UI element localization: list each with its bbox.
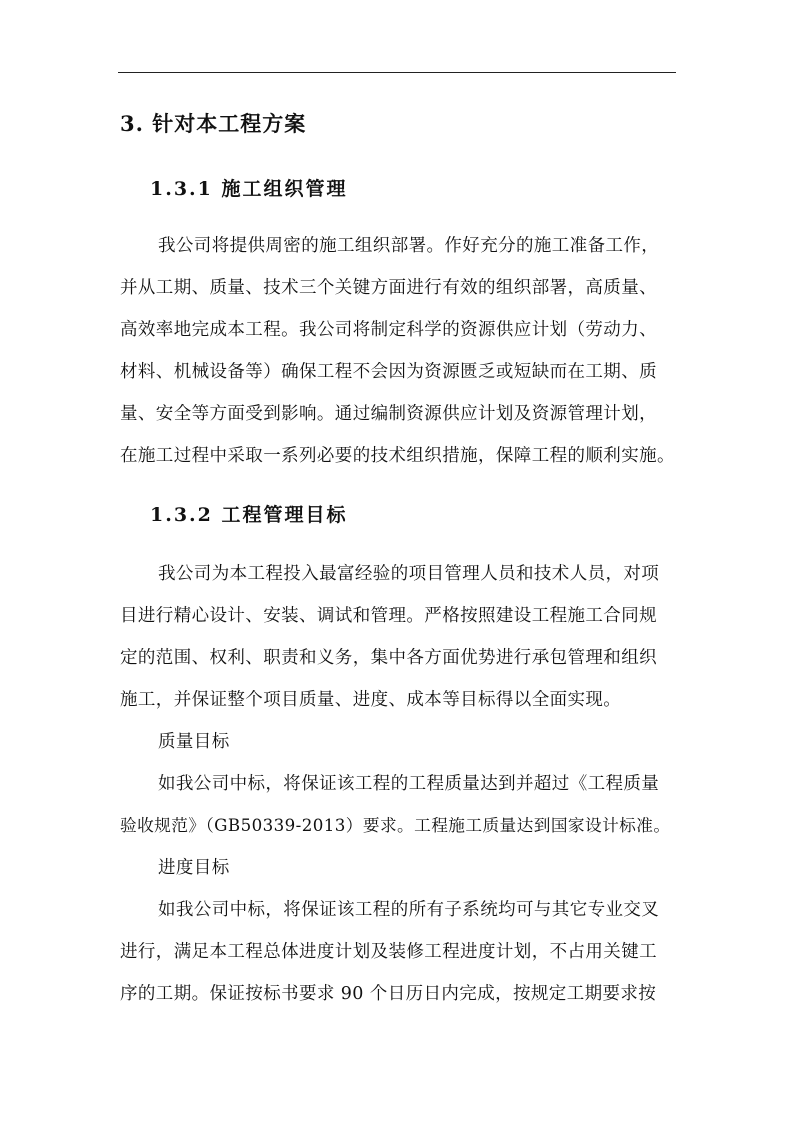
paragraph-line: 材料、机械设备等）确保工程不会因为资源匮乏或短缺而在工期、质 [120,362,657,382]
schedule-target-label: 进度目标 [158,858,230,878]
paragraph-line: 高效率地完成本工程。我公司将制定科学的资源供应计划（劳动力、 [120,320,657,340]
paragraph-line: 序的工期。保证按标书要求 90 个日历日内完成，按规定工期要求按 [120,984,657,1004]
paragraph-line: 进行，满足本工程总体进度计划及装修工程进度计划，不占用关键工 [120,942,657,962]
section-title: 3. 针对本工程方案 [120,111,307,136]
subsection-heading-1-3-2: 1.3.2 工程管理目标 [150,504,348,526]
paragraph-line: 如我公司中标，将保证该工程的工程质量达到并超过《工程质量 [158,774,660,794]
paragraph-line: 施工，并保证整个项目质量、进度、成本等目标得以全面实现。 [120,690,622,710]
paragraph-line: 量、安全等方面受到影响。通过编制资源供应计划及资源管理计划， [120,404,657,424]
paragraph-line: 定的范围、权利、职责和义务，集中各方面优势进行承包管理和组织 [120,648,657,668]
header-rule [118,72,676,73]
paragraph-line: 并从工期、质量、技术三个关键方面进行有效的组织部署，高质量、 [120,278,657,298]
paragraph-line: 如我公司中标，将保证该工程的所有子系统均可与其它专业交叉 [158,900,660,920]
quality-target-label: 质量目标 [158,732,230,752]
paragraph-line: 我公司为本工程投入最富经验的项目管理人员和技术人员，对项 [158,564,660,584]
paragraph-line: 在施工过程中采取一系列必要的技术组织措施，保障工程的顺利实施。 [120,446,675,466]
paragraph-line: 验收规范》（GB50339-2013）要求。工程施工质量达到国家设计标准。 [120,816,671,835]
subsection-heading-1-3-1: 1.3.1 施工组织管理 [150,178,348,200]
paragraph-line: 目进行精心设计、安装、调试和管理。严格按照建设工程施工合同规 [120,606,657,626]
paragraph-line: 我公司将提供周密的施工组织部署。作好充分的施工准备工作， [158,236,660,256]
